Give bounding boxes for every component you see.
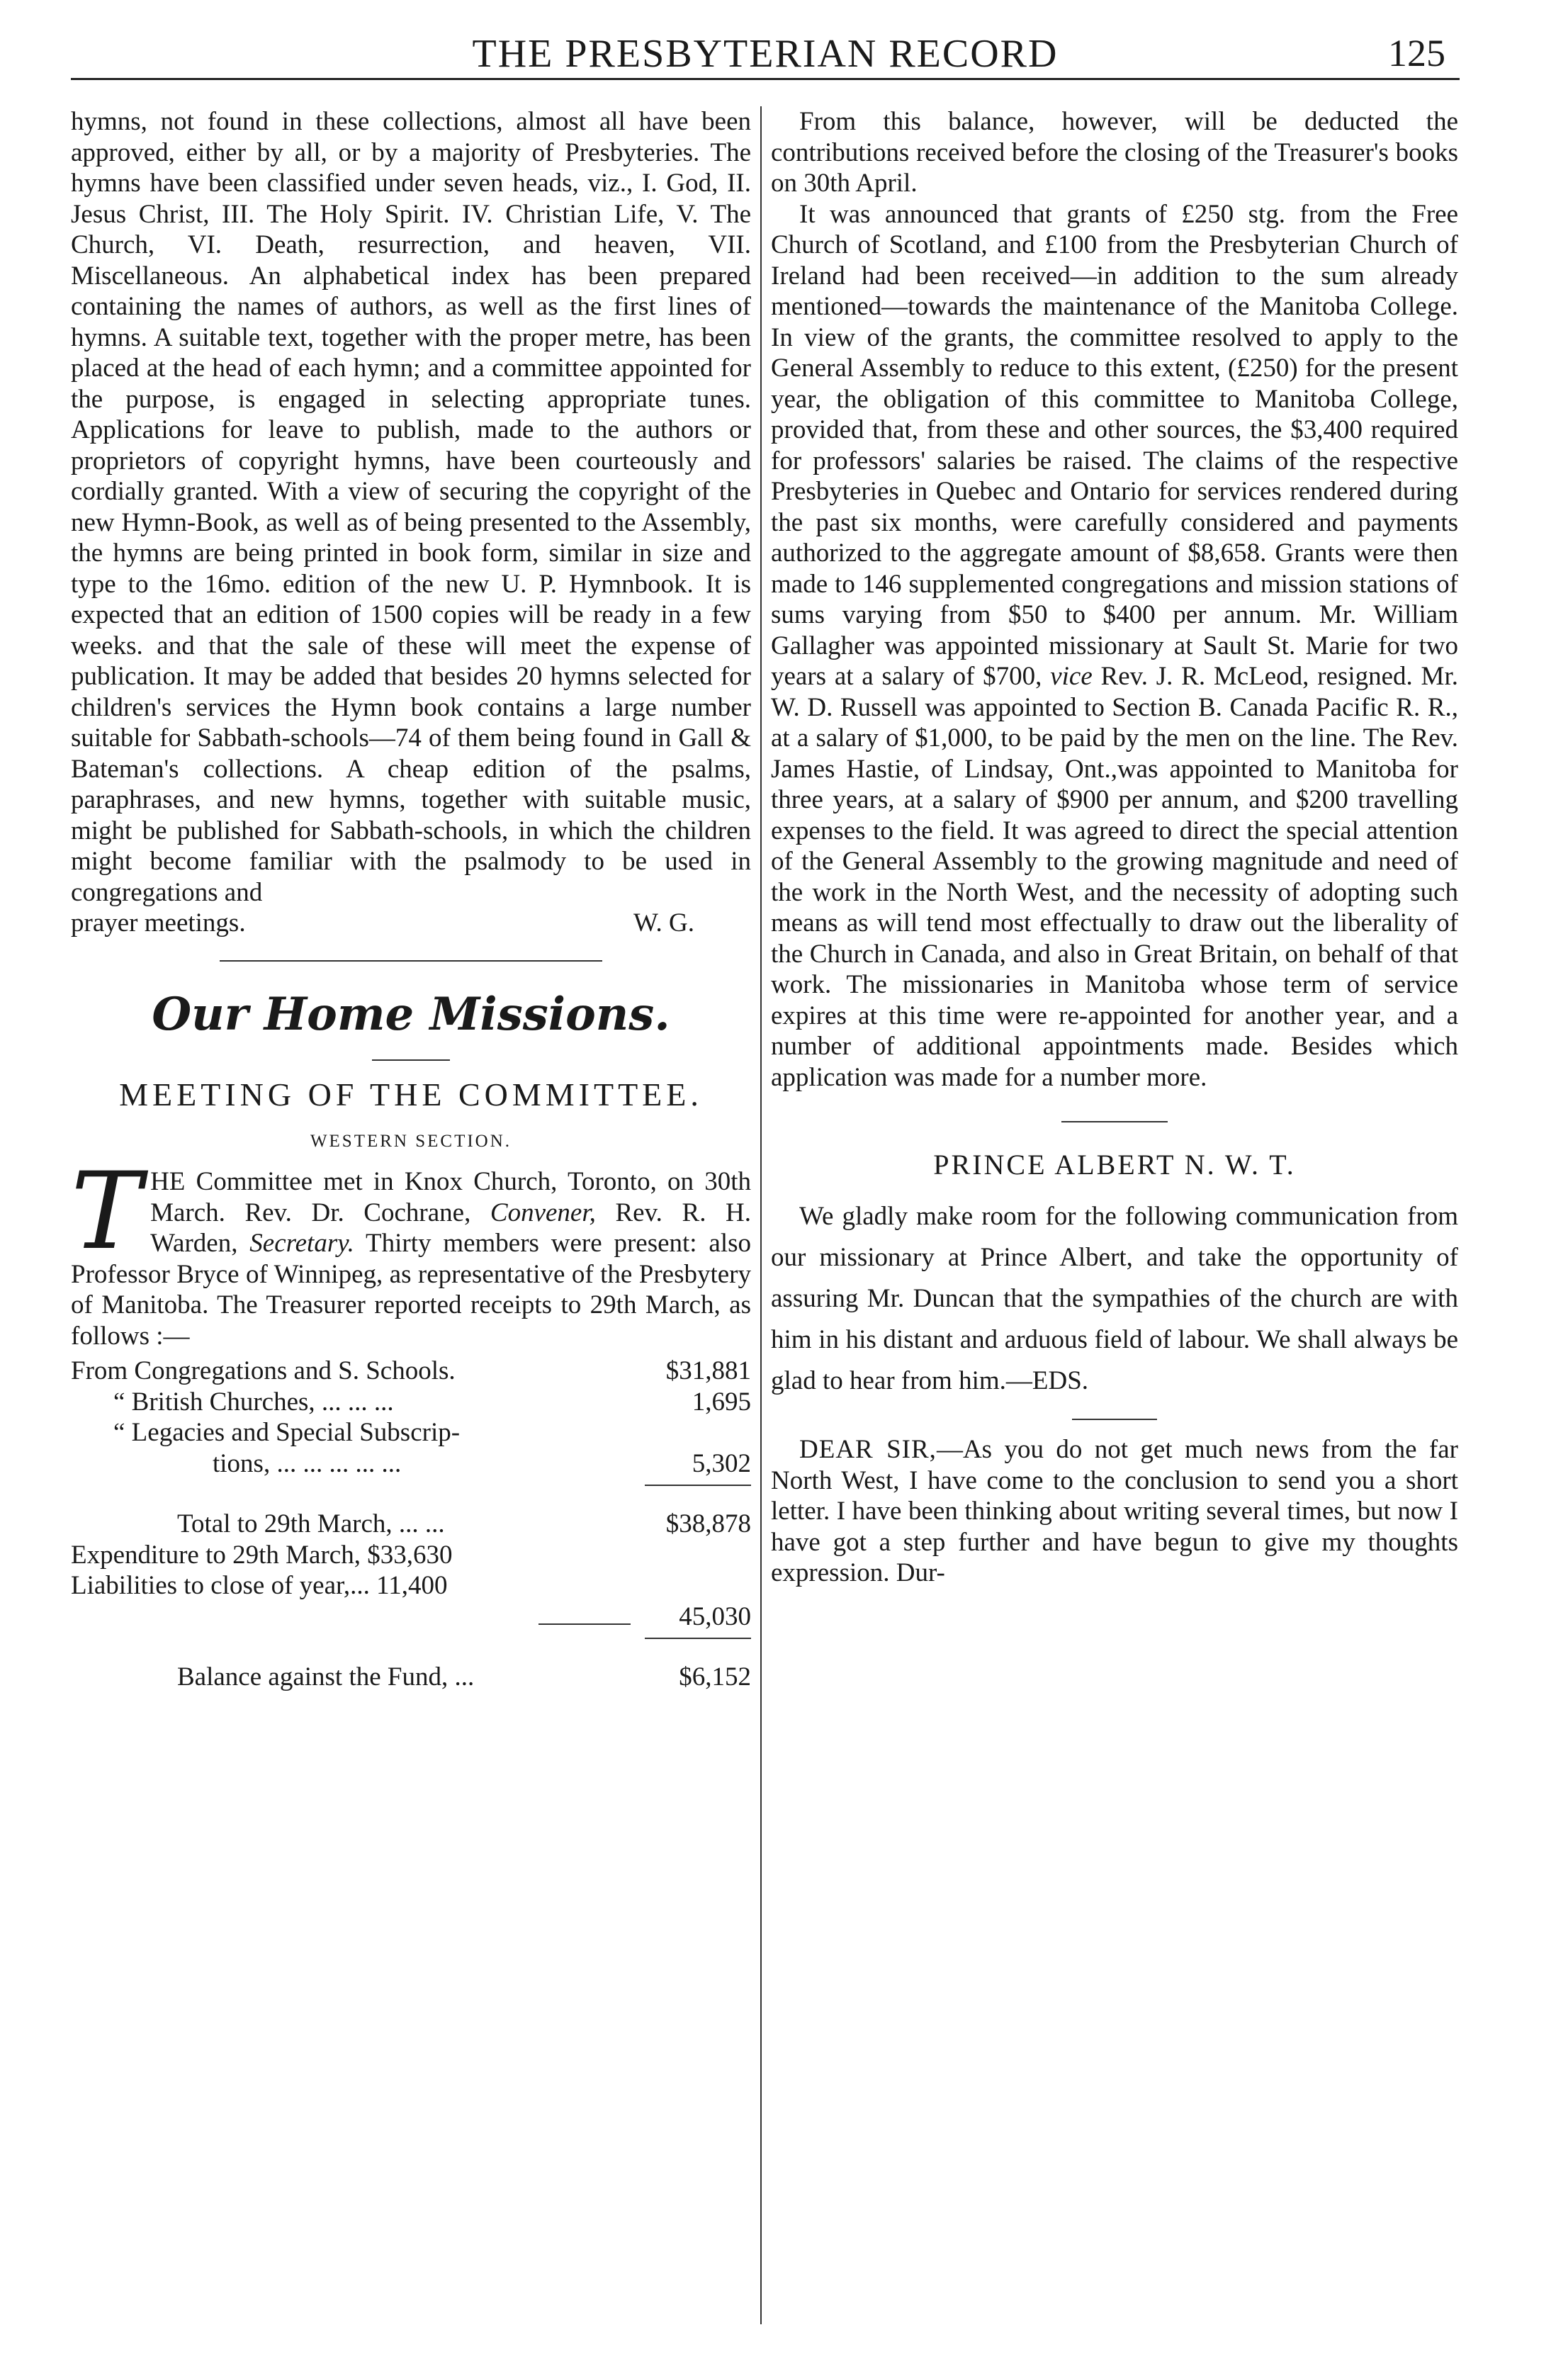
- sum-rule: [71, 1479, 751, 1492]
- accounts-table: [71, 1356, 751, 1693]
- account-row: [71, 1601, 751, 1633]
- short-rule: [372, 1059, 450, 1061]
- signature-line: [71, 908, 751, 939]
- account-row: [71, 1540, 751, 1571]
- account-row: [71, 1570, 751, 1601]
- account-row: [71, 1356, 751, 1387]
- account-label: tions, ... ... ... ... ...: [213, 1448, 402, 1478]
- short-rule: [1061, 1121, 1168, 1122]
- account-row: [71, 1662, 751, 1693]
- page-number: 125: [1388, 32, 1445, 74]
- sum-rule: [71, 1632, 751, 1645]
- editor-note: We gladly make room for the following communication from our missionary at Prince Albert, and take the opportunity of assuring Mr. Duncan that the sympathies of the church are with him in his distant and arduous field of labour. We shall always be glad to hear from him.—EDS.: [771, 1202, 1458, 1395]
- account-label: “ Legacies and Special Subscrip-: [113, 1418, 461, 1447]
- letter-paragraph: [771, 1434, 1458, 1589]
- account-row: [71, 1509, 751, 1540]
- account-label: Total to 29th March, ... ...: [177, 1509, 445, 1538]
- account-amount: $31,881: [665, 1356, 751, 1385]
- secretary-title: Secretary.: [249, 1229, 354, 1258]
- right-column: [771, 106, 1458, 2324]
- paragraph-end: prayer meetings.: [71, 908, 246, 938]
- account-label: Balance against the Fund, ...: [177, 1662, 475, 1691]
- running-header: [71, 28, 1460, 80]
- subheading: WESTERN SECTION.: [310, 1131, 512, 1151]
- article-heading: PRINCE ALBERT N. W. T.: [933, 1149, 1296, 1181]
- committee-text-b: Rev. R. H. Warden,: [150, 1198, 751, 1258]
- account-row: [71, 1448, 751, 1480]
- account-label: Liabilities to close of year,... 11,400: [71, 1571, 448, 1600]
- convener-title: Convener,: [490, 1198, 596, 1227]
- left-column: [71, 106, 751, 2324]
- account-label: From Congregations and S. Schools.: [71, 1356, 456, 1385]
- account-amount: $38,878: [665, 1509, 751, 1538]
- committee-paragraph: [71, 1150, 751, 1351]
- article-heading: MEETING OF THE COMMITTEE.: [119, 1076, 703, 1113]
- account-amount: 45,030: [679, 1601, 751, 1631]
- committee-text-a: HE Committee met in Knox Church, Toronto, on 30th March. Rev. Dr. Cochrane,: [150, 1167, 751, 1227]
- letter-text: —As you do not get much news from the far North West, I have come to the conclusion to send you a short letter. I have been thinking about writing several times, but now I have got a step further and have begun to give my thoughts expression. Dur-: [771, 1435, 1458, 1587]
- account-row: [71, 1387, 751, 1418]
- author-initials: W. G.: [633, 908, 694, 938]
- letter-salutation: DEAR SIR,: [799, 1435, 937, 1464]
- account-label: “ British Churches, ... ... ...: [113, 1387, 394, 1417]
- committee-text-c: Thirty members were present: also Professor Bryce of Winnipeg, as representative of the Presbytery of Manitoba. The Treasurer reported receipts to 29th March, as follows :—: [71, 1229, 751, 1351]
- section-heading: Our Home Missions.: [152, 987, 670, 1041]
- grants-text-a: It was announced that grants of £250 stg. from the Free Church of Scotland, and £100 from the Presbyterian Church of Ireland had been received—in addition to the sum already mentioned—towards the maintenance of the Manitoba College. In view of the grants, the committee resolved to apply to the General Assembly to reduce to this extent, (£250) for the present year, the obligation of this committee to Manitoba College, provided that, from these and other sources, the $3,400 required for professors' salaries be raised. The claims of the respective Presbyteries in Quebec and Ontario for services rendered during the past six months, were carefully considered and payments authorized to the aggregate amount of $8,658. Grants were then made to 146 supplemented congregations and mission stations of sums varying from $50 to $400 per annum. Mr. William Gallagher was appointed missionary at Sault St. Marie for two years at a salary of $700,: [771, 199, 1458, 691]
- account-amount: 1,695: [692, 1387, 751, 1417]
- section-rule: [220, 960, 602, 962]
- short-rule: [1072, 1419, 1157, 1420]
- account-amount: 5,302: [692, 1448, 751, 1478]
- account-row: [71, 1417, 751, 1448]
- grants-paragraph: [771, 199, 1458, 1093]
- balance-paragraph: From this balance, however, will be deducted the contributions received before the closing of the Treasurer's books on 30th April.: [771, 107, 1458, 198]
- hymnbook-paragraph: hymns, not found in these collections, almost all have been approved, either by all, or by a majority of Presbyteries. The hymns have been classified under seven heads, viz., I. God, II. Jesus Christ, III. The Holy Spirit. IV. Christian Life, V. The Church, VI. Death, resurrection, and heaven, VII. Miscellaneous. An alphabetical index has been prepared containing the names of authors, as well as the first lines of hymns. A suitable text, together with the proper metre, has been placed at the head of each hymn; and a committee appointed for the purpose, is engaged in selecting appropriate tunes. Applications for leave to publish, made to the authors or proprietors of copyright hymns, have been courteously and cordially granted. With a view of securing the copyright of the new Hymn-Book, as well as of being presented to the Assembly, the hymns are being printed in book form, similar in size and type to the 16mo. edition of the new U. P. Hymnbook. It is expected that an edition of 1500 copies will be ready in a few weeks. and that the sale of these will meet the expense of publication. It may be added that besides 20 hymns selected for children's services the Hymn book contains a large number suitable for Sabbath-schools—74 of them being found in Gall & Bateman's collections. A cheap edition of the psalms, paraphrases, and new hymns, together with suitable music, might be published for Sabbath-schools, in which the children might become familiar with the psalmody to be used in congregations and: [71, 107, 751, 907]
- account-amount: $6,152: [679, 1662, 751, 1691]
- account-label: Expenditure to 29th March, $33,630: [71, 1540, 453, 1570]
- column-divider: [760, 106, 762, 2324]
- vice-word: vice: [1050, 662, 1093, 691]
- journal-title: THE PRESBYTERIAN RECORD: [472, 32, 1059, 76]
- grants-text-b: Rev. J. R. McLeod, resigned. Mr. W. D. Russell was appointed to Section B. Canada Pacific R. R., at a salary of $1,000, to be paid by the men on the line. The Rev. James Hastie, of Lindsay, Ont.,was appointed to Manitoba for three years, at a salary of $900 per annum, and $200 travelling expenses to the field. It was agreed to direct the special attention of the General Assembly to the growing magnitude and need of the work in the North West, and the necessity of adopting such means as will tend most effectually to draw out the liberality of the Church in Canada, and also in Great Britain, on behalf of that work. The missionaries in Manitoba whose term of service expires at this time were re-appointed for another year, and a number of additional appointments made. Besides which application was made for a number more.: [771, 662, 1458, 1092]
- drop-capital: T: [71, 1150, 142, 1273]
